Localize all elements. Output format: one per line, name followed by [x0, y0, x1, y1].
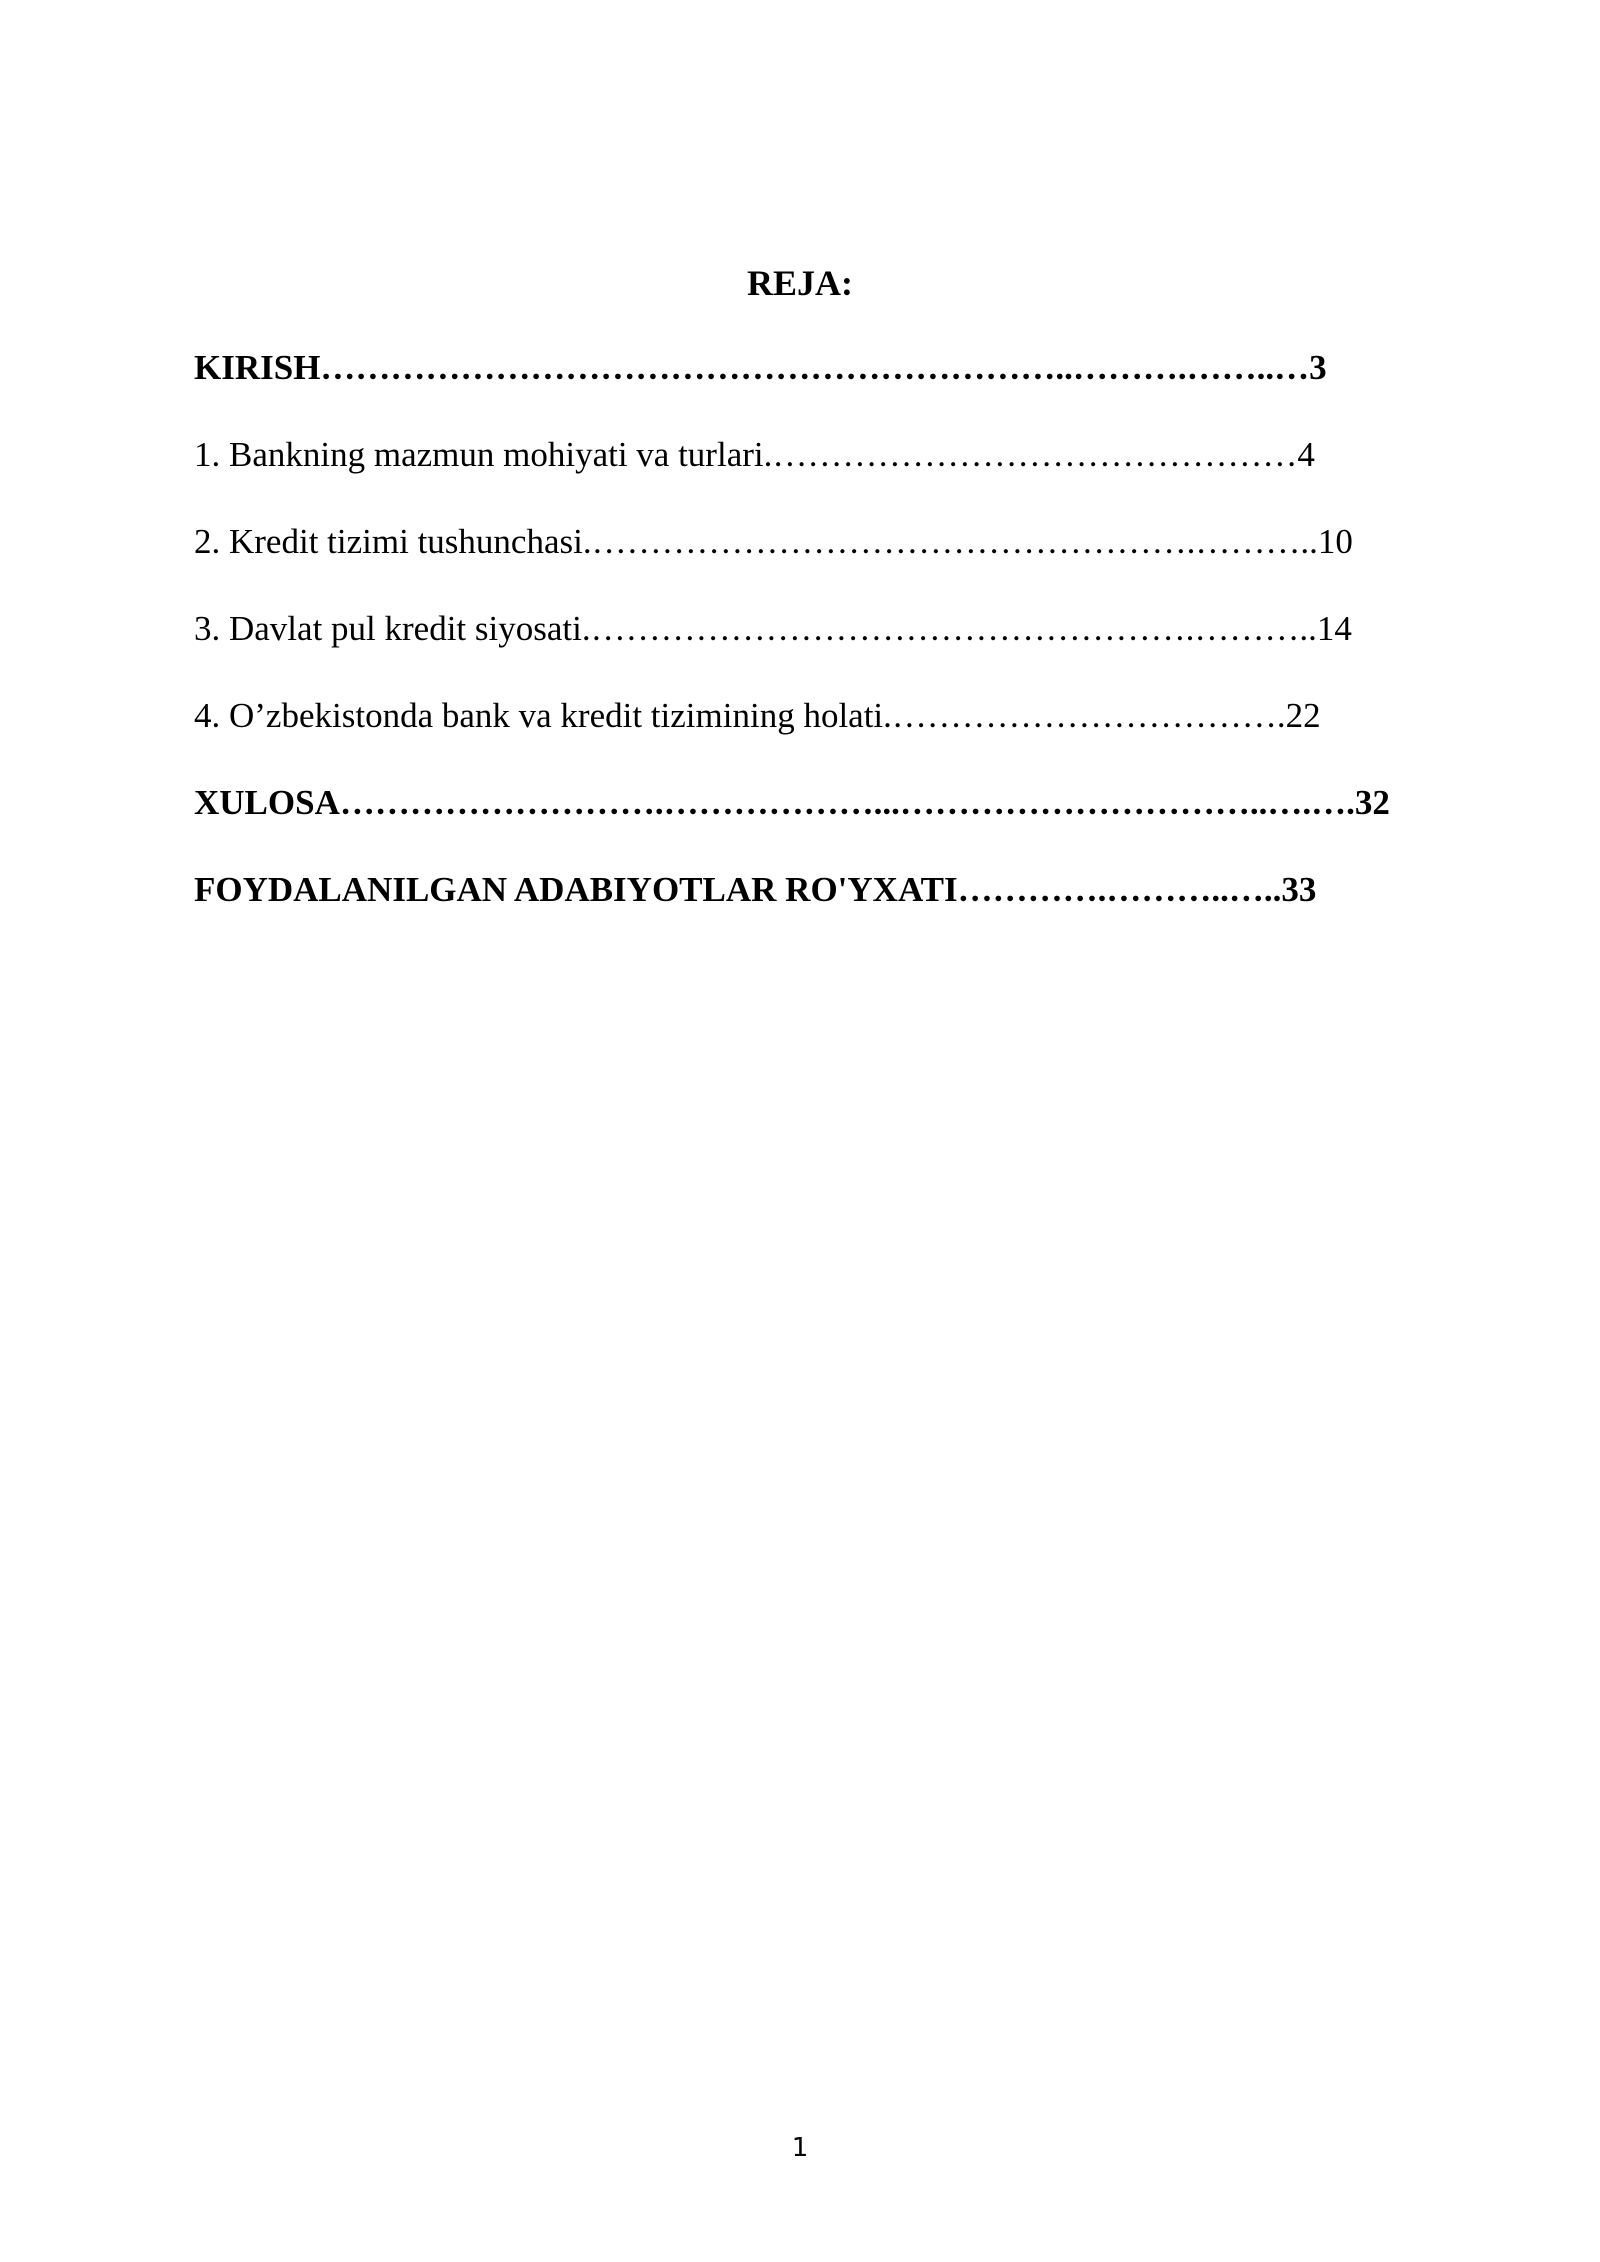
toc-item-xulosa: XULOSA……………………….………………...…………………………..….….32 [194, 783, 1390, 822]
toc-item-2: 2. Kredit tizimi tushunchasi.…………………………………………….………..10 [194, 522, 1353, 561]
page-number: 1 [791, 2133, 809, 2163]
toc-item-3: 3. Davlat pul kredit siyosati.…………………………………………….………..14 [194, 609, 1352, 648]
toc-item-kirish: KIRISH………………………………………………………..……….……..…3 [194, 348, 1327, 387]
table-of-contents [194, 343, 1406, 952]
toc-item-1: 1. Bankning mazmun mohiyati va turlari.………………………………………4 [194, 435, 1315, 474]
toc-item-4: 4. O’zbekistonda bank va kredit tizimining holati.…………………………….22 [194, 696, 1321, 735]
page-title: REJA: [747, 263, 853, 303]
toc-item-bibliography: FOYDALANILGAN ADABIYOTLAR RO'YXATI………….………..…..33 [194, 870, 1317, 909]
